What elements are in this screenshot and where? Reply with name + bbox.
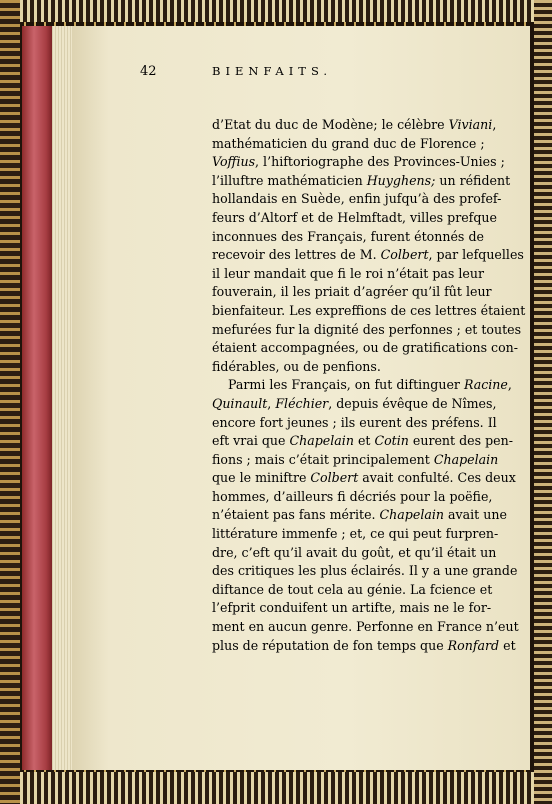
text-line <box>212 488 493 507</box>
italic-name: Cotin <box>374 433 409 449</box>
page-header <box>140 64 420 84</box>
text-line <box>212 321 522 340</box>
italic-name: Chapelain <box>379 507 444 523</box>
text-line <box>212 228 484 247</box>
text-line <box>212 358 484 377</box>
text-run: l’illuftre mathématicien <box>212 172 367 188</box>
body-text <box>212 116 526 655</box>
binding-edge-right <box>534 0 552 804</box>
page-number: 42 <box>140 64 157 79</box>
text-run: des critiques les plus éclairés. Il y a une grande <box>212 563 518 579</box>
text-run: n’étaient pas fans mérite. <box>212 507 380 523</box>
text-line <box>212 618 519 637</box>
italic-name: Huyghens; <box>366 172 436 188</box>
text-run: fouverain, il les priait d’agréer qu’il fût leur <box>212 284 492 300</box>
text-line <box>212 525 499 544</box>
text-run: , l’hiftoriographe des Provinces-Unies ; <box>255 154 505 170</box>
text-run: hommes, d’ailleurs fi décriés pour la poëfie, <box>212 488 493 504</box>
italic-name: Viviani <box>448 117 493 132</box>
italic-name: Chapelain <box>289 433 354 449</box>
text-line <box>212 544 497 563</box>
text-line <box>212 469 516 488</box>
italic-name: Colbert <box>380 247 429 263</box>
text-run: littérature immenfe ; et, ce qui peut furpren- <box>212 526 499 542</box>
text-run: encore fort jeunes ; ils eurent des préfens. Il <box>212 414 497 430</box>
text-line <box>212 414 497 433</box>
text-run: feurs d’Altorf et de Helmftadt, villes prefque <box>212 209 497 225</box>
running-head: BIENFAITS. <box>212 64 333 78</box>
italic-name: Ronfard <box>447 637 500 653</box>
text-run: d’Etat du duc de Modène; le célèbre <box>212 117 449 132</box>
text-run: l’efprit conduifent un artifte, mais ne le for- <box>212 600 492 616</box>
text-run: , <box>267 395 276 411</box>
text-run: avait une <box>444 507 507 523</box>
text-run: , <box>492 117 497 132</box>
text-line <box>212 283 492 302</box>
italic-name: Colbert <box>310 470 359 486</box>
text-run: plus de réputation de fon temps que <box>212 637 448 653</box>
binding-edge-bottom <box>20 772 552 804</box>
text-line <box>212 506 507 525</box>
text-line <box>212 376 512 395</box>
red-page-edge <box>22 26 52 770</box>
text-run: eurent des pen- <box>408 433 513 449</box>
text-run: , <box>507 377 512 393</box>
text-run: bienfaiteur. Les expreffions de ces lettres étaient <box>212 302 526 318</box>
italic-name: Voffius <box>212 154 256 170</box>
text-line <box>212 209 497 228</box>
text-run: hollandais en Suède, enfin jufqu’à des profef- <box>212 191 502 207</box>
italic-name: Chapelain <box>433 451 499 467</box>
text-line <box>212 432 513 451</box>
text-run: eft vrai que <box>212 433 290 449</box>
text-run: mefurées fur la dignité des perfonnes ; et toutes <box>212 321 522 337</box>
text-run: , depuis évêque de Nîmes, <box>328 395 497 411</box>
text-line <box>212 581 493 600</box>
text-run: mathématicien du grand duc de Florence ; <box>212 135 485 151</box>
text-line <box>212 153 505 172</box>
text-line <box>212 116 497 135</box>
text-run: , par lefquelles <box>428 247 524 263</box>
text-run: inconnues des Français, furent étonnés de <box>212 228 484 244</box>
text-run: fidérables, ou de penfions. <box>212 358 381 374</box>
text-line <box>212 302 526 321</box>
text-line <box>212 190 502 209</box>
text-line <box>212 562 518 581</box>
text-line <box>212 599 492 618</box>
text-run: que le miniftre <box>212 470 311 486</box>
text-line <box>212 339 519 358</box>
text-run: il leur mandait que fi le roi n’était pas leur <box>212 265 484 281</box>
binding-edge-top <box>20 0 552 22</box>
text-run: Parmi les Français, on fut diftinguer <box>228 377 464 393</box>
italic-name: Quinault <box>212 395 268 411</box>
text-run: dre, c’eft qu’il avait du goût, et qu’il était un <box>212 544 497 560</box>
italic-name: Fléchier <box>275 395 329 411</box>
text-run: fions ; mais c’était principalement <box>212 451 434 467</box>
text-run: ment en aucun genre. Perfonne en France n’eut <box>212 619 519 635</box>
text-line <box>212 265 484 284</box>
text-line <box>212 451 499 470</box>
text-run: un réfident <box>435 172 511 188</box>
text-run: et <box>353 433 375 449</box>
text-run: et <box>499 637 516 653</box>
italic-name: Racine <box>463 377 508 393</box>
binding-edge-left <box>0 0 20 804</box>
text-run: diftance de tout cela au génie. La fcience et <box>212 581 493 597</box>
text-run: recevoir des lettres de M. <box>212 247 381 263</box>
text-run: étaient accompagnées, ou de gratifications con- <box>212 340 519 356</box>
text-line <box>212 637 516 656</box>
text-line <box>212 395 497 414</box>
text-line <box>212 172 511 191</box>
text-line <box>212 135 484 154</box>
text-run: avait confulté. Ces deux <box>358 470 516 486</box>
page-leaves <box>52 26 72 770</box>
text-line <box>212 246 524 265</box>
